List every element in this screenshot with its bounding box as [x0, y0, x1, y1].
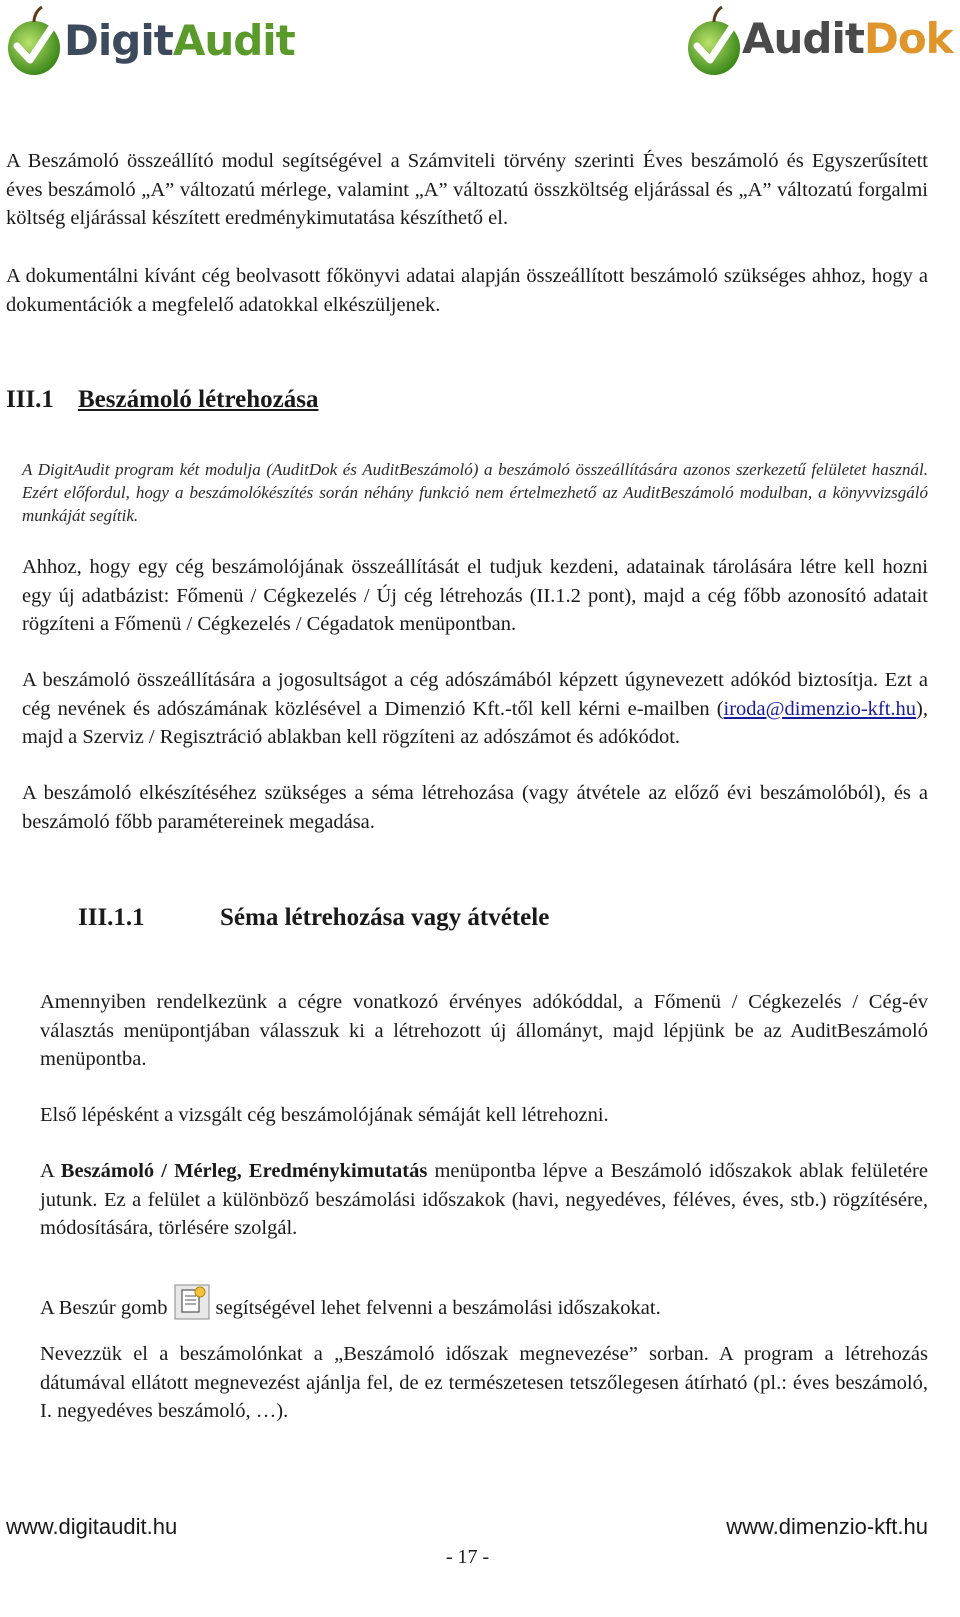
- subsection-number: III.1.1: [78, 904, 145, 931]
- section-title: Beszámoló létrehozása: [78, 386, 319, 413]
- paragraph-naming: Nevezzük el a beszámolónkat a „Beszámoló időszak megnevezése” sorban. A program a létrehozás dátumával ellátott megnevezést ajánlja fel, de ez természetesen tetszőlegesen átírható (pl.: éves beszámoló, I. negyedéves beszámoló, …).: [40, 1343, 928, 1422]
- footer-right-url[interactable]: www.dimenzio-kft.hu: [726, 1514, 928, 1539]
- p9-text-b: segítségével lehet felvenni a beszámolási időszakokat.: [215, 1297, 661, 1319]
- insert-document-icon[interactable]: [174, 1284, 210, 1320]
- page-number: - 17 -: [445, 1546, 490, 1568]
- p8-menu-path: Beszámoló / Mérleg, Eredménykimutatás: [60, 1160, 428, 1182]
- paragraph-first-step: Első lépésként a vizsgált cég beszámolójának sémáját kell létrehozni.: [40, 1104, 609, 1126]
- paragraph-select-company: Amennyiben rendelkezünk a cégre vonatkozó érvényes adókóddal, a Főmenü / Cégkezelés / Cég-év választás menüpontjában válasszuk ki a létrehozott új állományt, majd lépjünk be az AuditBeszámoló menüpontba.: [40, 991, 928, 1070]
- paragraph-authorization-text-a: A beszámoló összeállítására a jogosultságot a cég adószámából képzett úgynevezett adókód biztosítja. Ezt a cég nevének és adószámának közlésével a Dimenzió Kft.-től kell kérni e-mailben (: [22, 669, 928, 720]
- intro-paragraph-1: A Beszámoló összeállító modul segítségével a Számviteli törvény szerinti Éves beszámoló és Egyszerűsített éves beszámoló „A” változatú mérlege, valamint „A” változatú összköltség eljárással és „A” változatú forgalmi költség eljárással készített eredménykimutatása készíthető el.: [6, 150, 928, 229]
- logo-right-part1: Audit: [742, 14, 864, 63]
- p9-text-a: A Beszúr gomb: [40, 1297, 168, 1319]
- paragraph-authorization: [22, 666, 928, 752]
- p8-text-b: menüpontba lépve a Beszámoló időszakok ablak felületére jutunk. Ez a felület a különböző beszámolási időszakok (havi, negyedéves, féléves, éves, stb.) rögzítésére, módosítására, törlésére szolgál.: [40, 1160, 928, 1239]
- apple-checkmark-icon: [4, 2, 64, 80]
- paragraph-periods-window: [40, 1157, 928, 1243]
- paragraph-schema-intro: A beszámoló elkészítéséhez szükséges a séma létrehozása (vagy átvétele az előző évi beszámolóból), és a beszámoló főbb paramétereinek megadása.: [22, 782, 928, 833]
- paragraph-authorization-text-b: ), majd a Szerviz / Regisztráció ablakban kell rögzíteni az adószámot és adókódot.: [22, 697, 928, 748]
- apple-checkmark-icon: [684, 2, 744, 80]
- subsection-heading: [78, 904, 549, 932]
- intro-paragraph-2: A dokumentálni kívánt cég beolvasott főkönyvi adatai alapján összeállított beszámoló szükséges ahhoz, hogy a dokumentációk a megfelelő adatokkal elkészüljenek.: [6, 265, 928, 316]
- logo-right-part2: Dok: [863, 14, 953, 63]
- paragraph-new-database: Ahhoz, hogy egy cég beszámolójának összeállítását el tudjuk kezdeni, adatainak tárolására létre kell hozni egy új adatbázist: Főmenü / Cégkezelés / Új cég létrehozás (II.1.2 pont), majd a cég főbb azonosító adatait rögzíteni a Főmenü / Cégkezelés / Cégadatok menüpontban.: [22, 556, 928, 635]
- italic-note: A DigitAudit program két modulja (AuditDok és AuditBeszámoló) a beszámoló összeállítására azonos szerkezetű felületet használ. Ezért előfordul, hogy a beszámolókészítés során néhány funkció nem értelmezhető az AuditBeszámoló modulban, a könyvvizsgáló munkáját segítik.: [22, 460, 928, 525]
- logo-left-part1: Digit: [64, 16, 173, 65]
- email-link[interactable]: iroda@dimenzio-kft.hu: [723, 697, 917, 720]
- section-heading: [6, 386, 318, 414]
- digitaudit-logo: [4, 2, 304, 80]
- paragraph-insert-button: [40, 1284, 928, 1323]
- footer-left-url[interactable]: www.digitaudit.hu: [6, 1514, 178, 1539]
- subsection-title: Séma létrehozása vagy átvétele: [220, 904, 550, 931]
- p8-text-a: A: [40, 1160, 61, 1182]
- logo-left-part2: Audit: [172, 16, 295, 65]
- auditdok-logo: [684, 2, 954, 80]
- section-number: III.1: [6, 386, 54, 413]
